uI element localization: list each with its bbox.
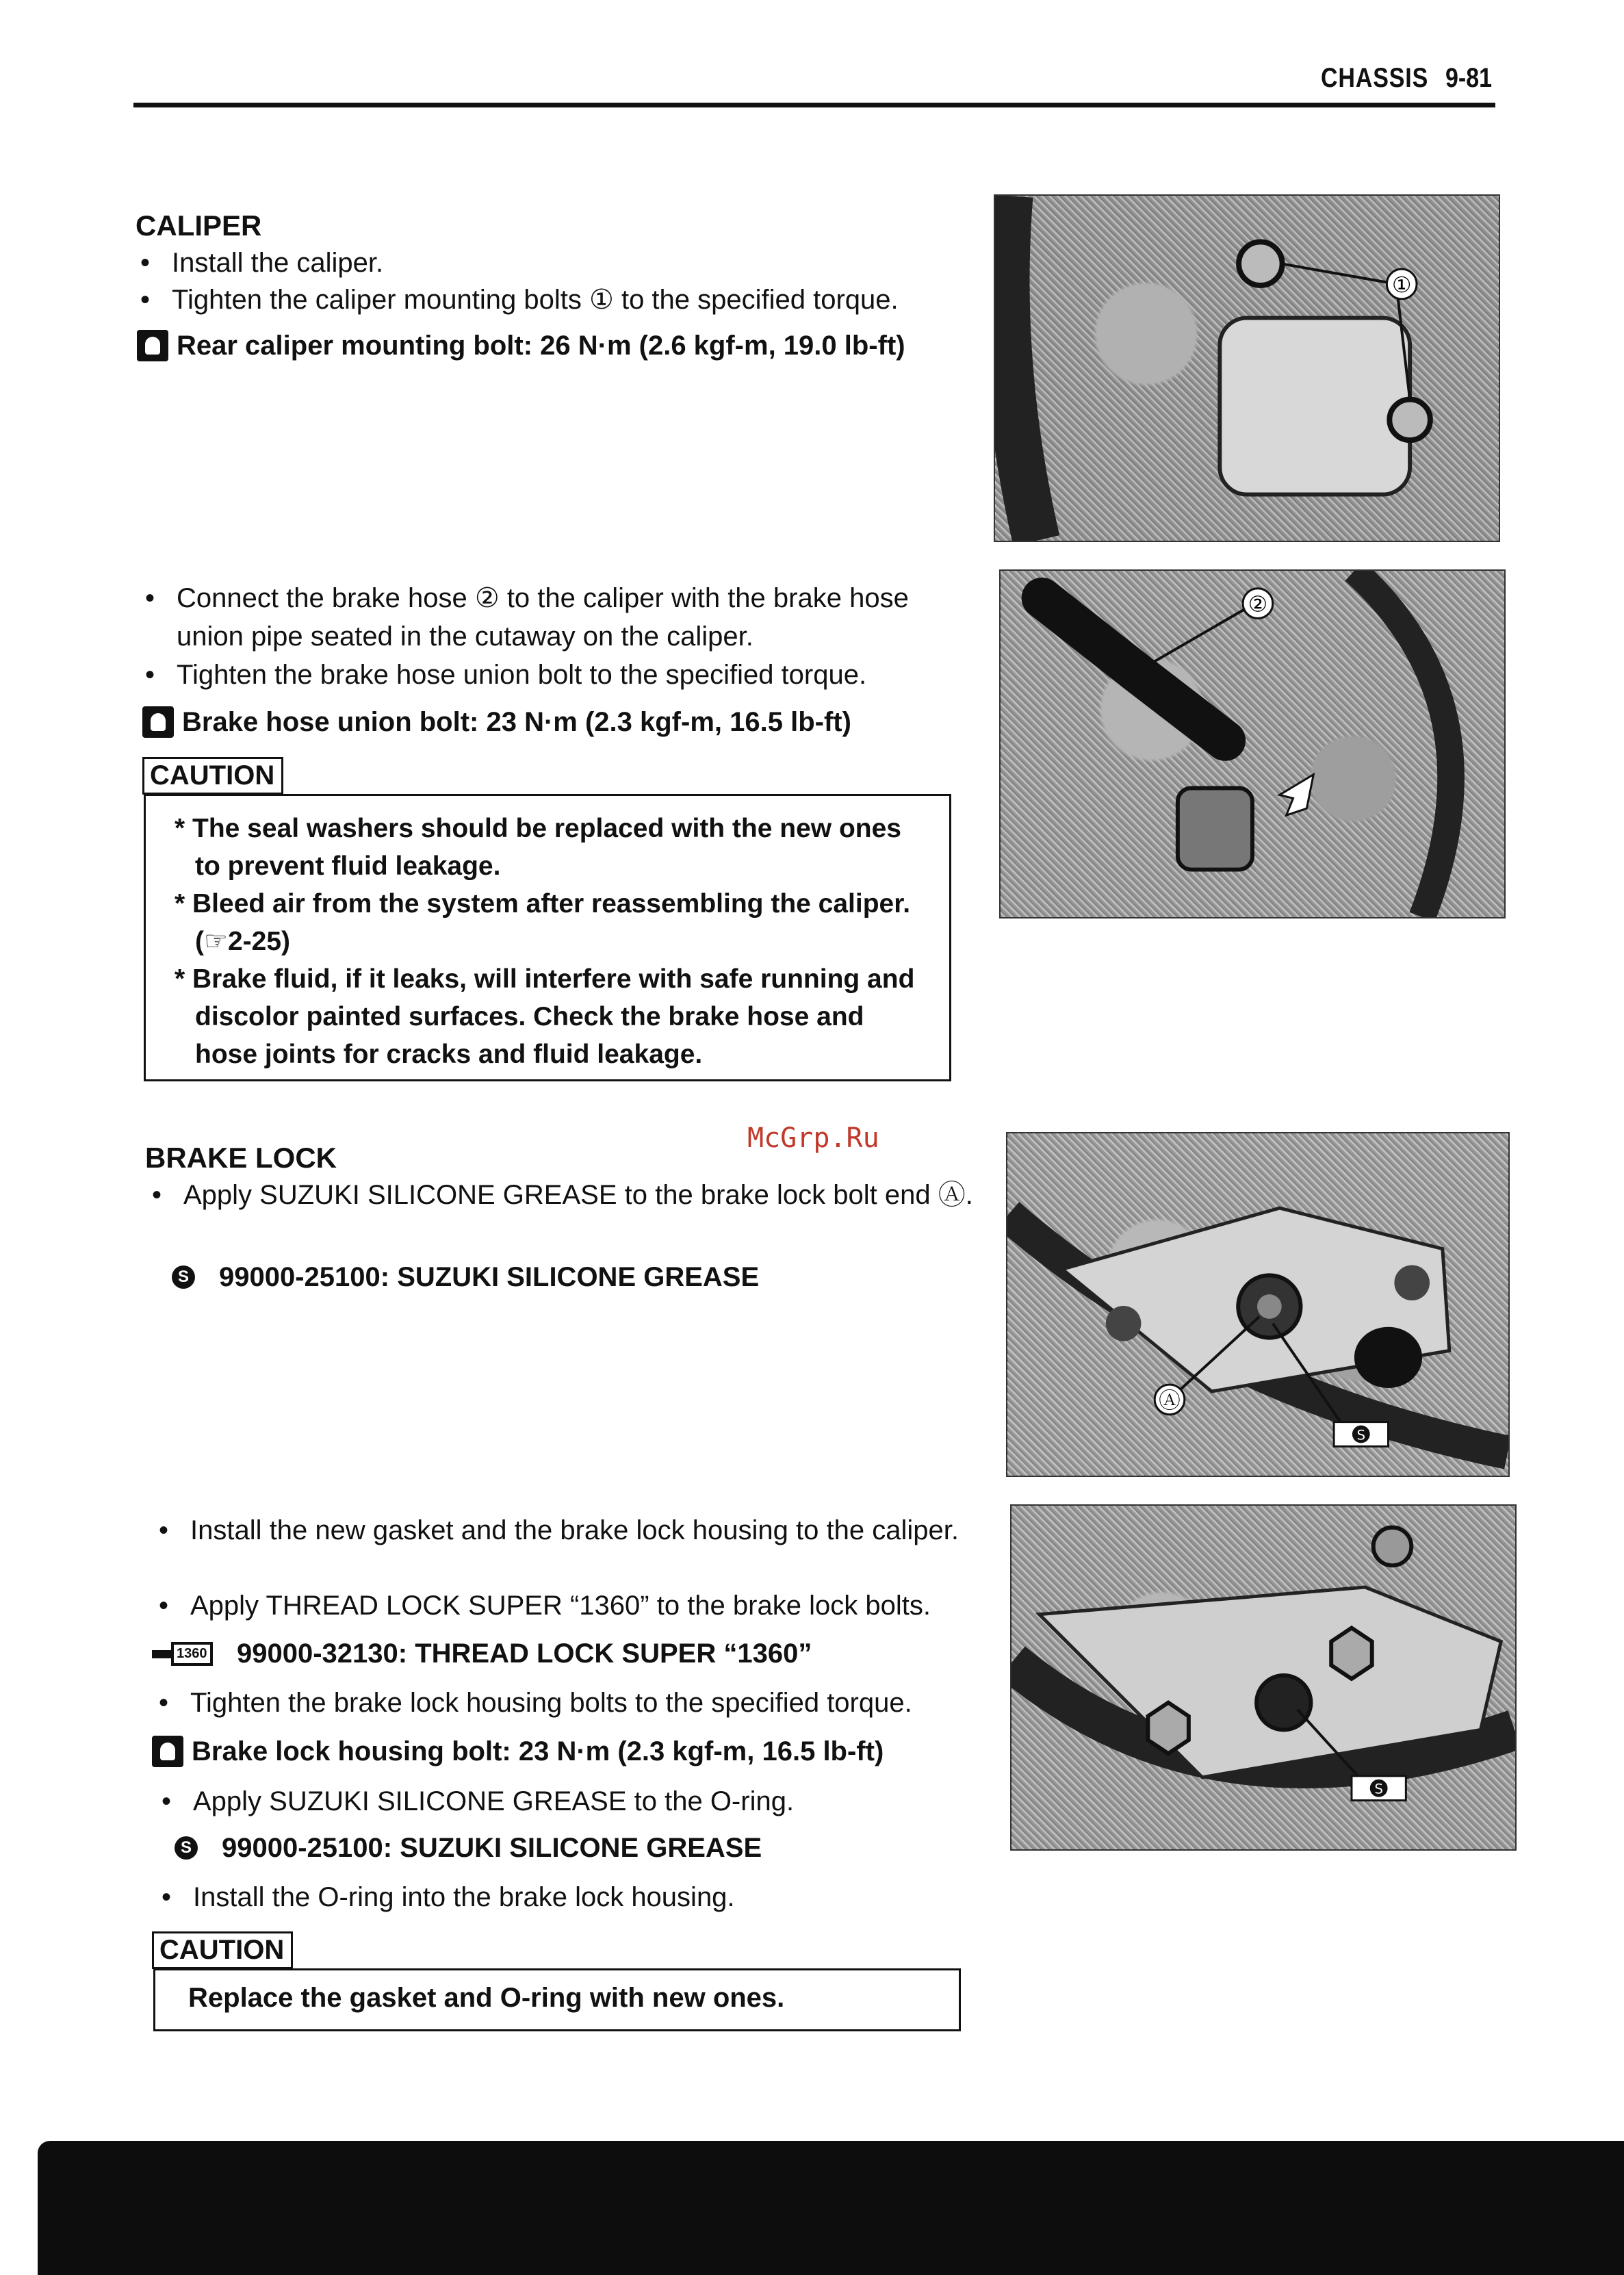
header-rule [133, 103, 1495, 107]
torque-wrench-icon [152, 1736, 183, 1767]
brake-lock-bolt-photo [1006, 1132, 1510, 1477]
hose-caution-box [144, 794, 951, 1081]
caliper-torque-spec: Rear caliper mounting bolt: 26 N·m (2.6 kgf-m, 19.0 lb-ft) [137, 330, 905, 361]
header-section-title: CHASSIS [1321, 63, 1429, 93]
caution-item-seal-washers: * The seal washers should be replaced with the new ones to prevent fluid leakage. [175, 814, 901, 881]
housing-bullet-1: • Install the new gasket and the brake lock housing to the caliper. [159, 1515, 959, 1545]
housing-bullet-4: • Apply SUZUKI SILICONE GREASE to the O-ring. [162, 1786, 795, 1816]
housing-grease-spec: S 99000-25100: SUZUKI SILICONE GREASE [148, 1831, 762, 1864]
brake-lock-bullet-1: • Apply SUZUKI SILICONE GREASE to the brake lock bolt end Ⓐ. [152, 1180, 973, 1210]
housing-bullet-3: • Tighten the brake lock housing bolts to the specified torque. [159, 1688, 912, 1718]
brake-lock-housing-photo [1010, 1504, 1517, 1851]
housing-caution-label: CAUTION [152, 1931, 293, 1969]
caliper-photo-illustration [995, 196, 1499, 541]
hose-caution-label: CAUTION [142, 757, 283, 795]
brake-hose-photo [999, 569, 1506, 918]
caliper-mounting-photo [994, 194, 1500, 542]
photo3-callout: Ⓐ [1159, 1388, 1181, 1413]
photo2-callout: ② [1248, 592, 1268, 617]
housing-photo-illustration [1011, 1506, 1515, 1849]
grease-icon: S [145, 1261, 211, 1294]
caution-item-bleed-air: * Bleed air from the system after reassembling the caliper. (☞2-25) [175, 889, 911, 956]
thread-lock-icon: 1360 [152, 1639, 229, 1669]
caliper-bullet-1: • Install the caliper. [140, 248, 384, 278]
watermark: McGrp.Ru [747, 1122, 879, 1154]
photo4-grease-mark: S [1374, 1781, 1383, 1797]
caliper-bullet-2: • Tighten the caliper mounting bolts ① to the specified torque. [140, 285, 899, 315]
brake-lock-heading: BRAKE LOCK [145, 1142, 337, 1174]
hose-torque-spec: Brake hose union bolt: 23 N·m (2.3 kgf-m, 16.5 lb-ft) [142, 706, 851, 738]
brake-lock-grease-spec: S 99000-25100: SUZUKI SILICONE GREASE [145, 1261, 759, 1294]
brake-lock-photo-illustration [1007, 1133, 1508, 1476]
housing-bullet-2: • Apply THREAD LOCK SUPER “1360” to the brake lock bolts. [159, 1591, 931, 1621]
housing-caution-text: Replace the gasket and O-ring with new ones. [188, 1983, 785, 2013]
housing-torque-spec: Brake lock housing bolt: 23 N·m (2.3 kgf-m, 16.5 lb-ft) [152, 1736, 884, 1767]
photo3-grease-mark: S [1356, 1427, 1366, 1443]
page-footer-bar [38, 2141, 1624, 2275]
housing-caution-box [153, 1968, 961, 2031]
hose-bullet-1: • Connect the brake hose ② to the caliper with the brake hose union pipe seated in the cutaway on the caliper. [145, 583, 909, 652]
photo1-callout: ① [1391, 272, 1412, 298]
hose-photo-illustration [1001, 571, 1504, 917]
torque-wrench-icon [137, 330, 168, 361]
caution-item-brake-fluid: * Brake fluid, if it leaks, will interfere with safe running and discolor painted surfaces. Check the brake hose and hose joints for cracks and fluid leakage. [175, 964, 915, 1069]
housing-bullet-5: • Install the O-ring into the brake lock housing. [162, 1882, 735, 1912]
hose-bullet-2: • Tighten the brake hose union bolt to the specified torque. [145, 660, 867, 690]
grease-icon: S [148, 1831, 214, 1864]
torque-wrench-icon [142, 706, 174, 738]
housing-thread-lock-spec: 1360 99000-32130: THREAD LOCK SUPER “1360” [152, 1638, 812, 1669]
caliper-heading: CALIPER [136, 209, 262, 242]
header-page-number: 9-81 [1445, 63, 1493, 93]
